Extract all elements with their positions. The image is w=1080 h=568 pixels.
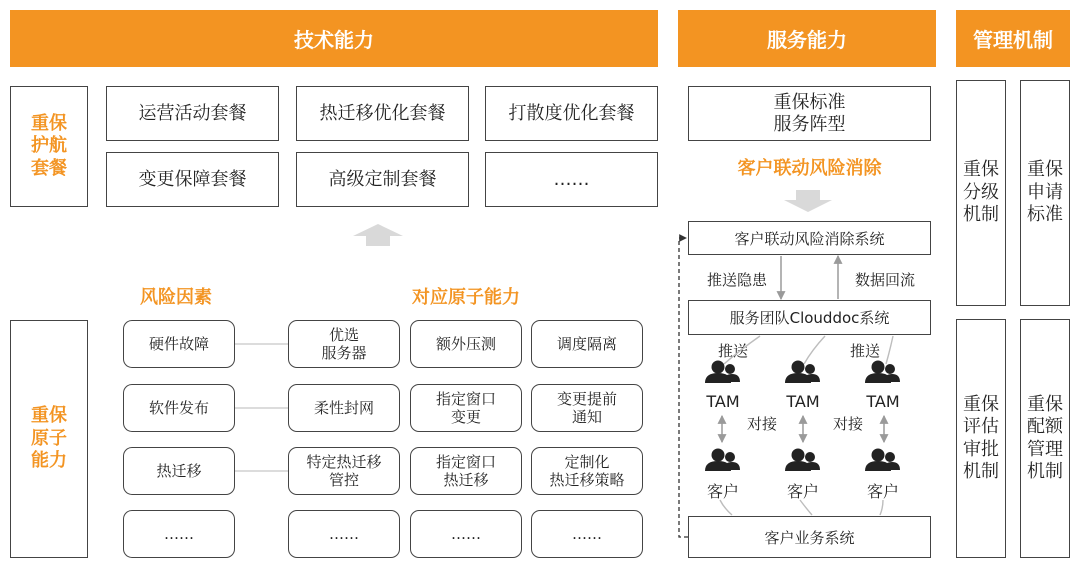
ability-preferred-server: 优选 服务器 bbox=[288, 320, 400, 368]
atomic-section-label: 重保 原子 能力 bbox=[10, 320, 88, 558]
risk-factors-title: 风险因素 bbox=[140, 287, 212, 308]
mgmt-quota-management: 重保 配额 管理 机制 bbox=[1020, 319, 1070, 558]
connect-label-left: 对接 bbox=[746, 415, 777, 433]
tam-person-icon-1 bbox=[705, 361, 740, 384]
tam-label-3: TAM bbox=[866, 392, 900, 411]
connect-label-right: 对接 bbox=[832, 415, 863, 433]
customer-label-1: 客户 bbox=[706, 482, 739, 501]
tam-label-2: TAM bbox=[786, 392, 820, 411]
clouddoc-system-box: 服务团队Clouddoc系统 bbox=[688, 300, 931, 335]
mgmt-level-mechanism: 重保 分级 机制 bbox=[956, 80, 1006, 306]
push-label-left: 推送 bbox=[717, 342, 748, 360]
package-dispersion: 打散度优化套餐 bbox=[485, 86, 658, 141]
package-advanced-custom: 高级定制套餐 bbox=[296, 152, 469, 207]
customer-person-icon-2 bbox=[785, 449, 820, 472]
tech-capability-header: 技术能力 bbox=[10, 10, 658, 67]
customer-label-2: 客户 bbox=[786, 482, 819, 501]
customer-person-icon-3 bbox=[865, 449, 900, 472]
risk-software-release: 软件发布 bbox=[123, 384, 235, 432]
ability-advance-notice: 变更提前 通知 bbox=[531, 384, 643, 432]
ability-extra-stress-test: 额外压测 bbox=[410, 320, 522, 368]
risk-more: …… bbox=[123, 510, 235, 558]
customer-business-system-box: 客户业务系统 bbox=[688, 516, 931, 558]
ability-scheduling-isolation: 调度隔离 bbox=[531, 320, 643, 368]
push-label-right: 推送 bbox=[849, 342, 880, 360]
ability-window-hot-migration: 指定窗口 热迁移 bbox=[410, 447, 522, 495]
push-curve-1 bbox=[724, 336, 760, 364]
dashed-feedback-loop bbox=[679, 238, 688, 537]
service-capability-header: 服务能力 bbox=[678, 10, 936, 67]
package-hot-migration: 热迁移优化套餐 bbox=[296, 86, 469, 141]
mgmt-review-approval: 重保 评估 审批 机制 bbox=[956, 319, 1006, 558]
push-hazard-label: 推送隐患 bbox=[706, 271, 767, 289]
customer-curve-3 bbox=[880, 500, 883, 515]
management-mechanism-header: 管理机制 bbox=[956, 10, 1070, 67]
ability-custom-migration-strategy: 定制化 热迁移策略 bbox=[531, 447, 643, 495]
customer-curve-2 bbox=[800, 500, 812, 515]
package-more: …… bbox=[485, 152, 658, 207]
down-arrow-service bbox=[784, 190, 832, 212]
customer-risk-elimination-title: 客户联动风险消除 bbox=[737, 158, 882, 179]
package-operation-activity: 运营活动套餐 bbox=[106, 86, 279, 141]
risk-hot-migration: 热迁移 bbox=[123, 447, 235, 495]
service-standard-box: 重保标准 服务阵型 bbox=[688, 86, 931, 141]
risk-hardware-failure: 硬件故障 bbox=[123, 320, 235, 368]
ability-more-3: …… bbox=[531, 510, 643, 558]
up-arrow-tech bbox=[353, 224, 403, 246]
risk-elimination-system-box: 客户联动风险消除系统 bbox=[688, 221, 931, 255]
tam-label-1: TAM bbox=[706, 392, 740, 411]
package-change-guarantee: 变更保障套餐 bbox=[106, 152, 279, 207]
package-section-label: 重保 护航 套餐 bbox=[10, 86, 88, 207]
ability-window-change: 指定窗口 变更 bbox=[410, 384, 522, 432]
ability-hot-migration-control: 特定热迁移 管控 bbox=[288, 447, 400, 495]
tam-person-icon-2 bbox=[785, 361, 820, 384]
ability-more-2: …… bbox=[410, 510, 522, 558]
customer-person-icon-1 bbox=[705, 449, 740, 472]
tam-person-icon-3 bbox=[865, 361, 900, 384]
customer-curve-1 bbox=[720, 500, 732, 515]
data-backflow-label: 数据回流 bbox=[854, 271, 915, 289]
ability-more-1: …… bbox=[288, 510, 400, 558]
customer-label-3: 客户 bbox=[866, 482, 899, 501]
ability-flexible-freeze: 柔性封网 bbox=[288, 384, 400, 432]
mgmt-application-standard: 重保 申请 标准 bbox=[1020, 80, 1070, 306]
atomic-abilities-title: 对应原子能力 bbox=[412, 287, 520, 308]
push-curve-3 bbox=[886, 336, 893, 364]
push-curve-2 bbox=[804, 336, 825, 364]
